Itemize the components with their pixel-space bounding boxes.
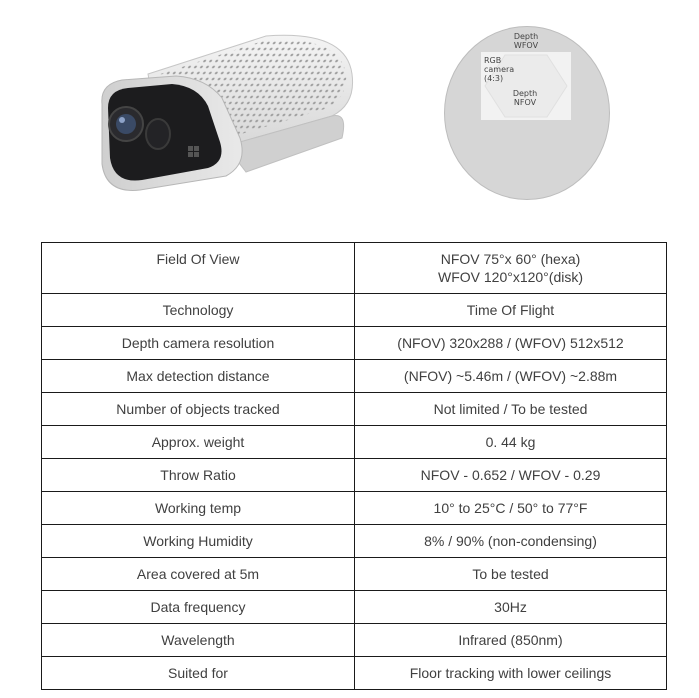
spec-value: Time Of Flight — [355, 294, 667, 327]
wfov-label: Depth WFOV — [513, 32, 539, 50]
spec-label: Working temp — [42, 492, 355, 525]
table-row — [42, 558, 667, 591]
table-row — [42, 492, 667, 525]
spec-label: Data frequency — [42, 591, 355, 624]
fov-diagram — [444, 26, 610, 200]
spec-value: (NFOV) ~5.46m / (WFOV) ~2.88m — [355, 360, 667, 393]
spec-label: Max detection distance — [42, 360, 355, 393]
spec-label: Working Humidity — [42, 525, 355, 558]
table-row — [42, 360, 667, 393]
spec-value: NFOV - 0.652 / WFOV - 0.29 — [355, 459, 667, 492]
spec-value: Not limited / To be tested — [355, 393, 667, 426]
spec-label: Suited for — [42, 657, 355, 690]
spec-label: Approx. weight — [42, 426, 355, 459]
spec-table — [41, 242, 667, 690]
spec-label: Technology — [42, 294, 355, 327]
spec-value: 0. 44 kg — [355, 426, 667, 459]
spec-value: Infrared (850nm) — [355, 624, 667, 657]
table-row — [42, 294, 667, 327]
spec-value: To be tested — [355, 558, 667, 591]
table-row — [42, 393, 667, 426]
spec-value: (NFOV) 320x288 / (WFOV) 512x512 — [355, 327, 667, 360]
spec-value: NFOV 75°x 60° (hexa) WFOV 120°x120°(disk) — [355, 243, 667, 294]
table-row — [42, 327, 667, 360]
table-row — [42, 243, 667, 294]
table-row — [42, 591, 667, 624]
table-row — [42, 624, 667, 657]
spec-label: Area covered at 5m — [42, 558, 355, 591]
depth-camera-device-image — [96, 34, 358, 194]
spec-label: Throw Ratio — [42, 459, 355, 492]
nfov-label: Depth NFOV — [512, 89, 538, 107]
spec-value: 10° to 25°C / 50° to 77°F — [355, 492, 667, 525]
table-row — [42, 657, 667, 690]
rgb-camera-label: RGB camera (4:3) — [484, 56, 515, 83]
table-row — [42, 426, 667, 459]
spec-label: Field Of View — [42, 243, 355, 294]
spec-value: 30Hz — [355, 591, 667, 624]
spec-label: Depth camera resolution — [42, 327, 355, 360]
spec-value: 8% / 90% (non-condensing) — [355, 525, 667, 558]
table-row — [42, 459, 667, 492]
spec-label: Wavelength — [42, 624, 355, 657]
table-row — [42, 525, 667, 558]
spec-value: Floor tracking with lower ceilings — [355, 657, 667, 690]
spec-label: Number of objects tracked — [42, 393, 355, 426]
